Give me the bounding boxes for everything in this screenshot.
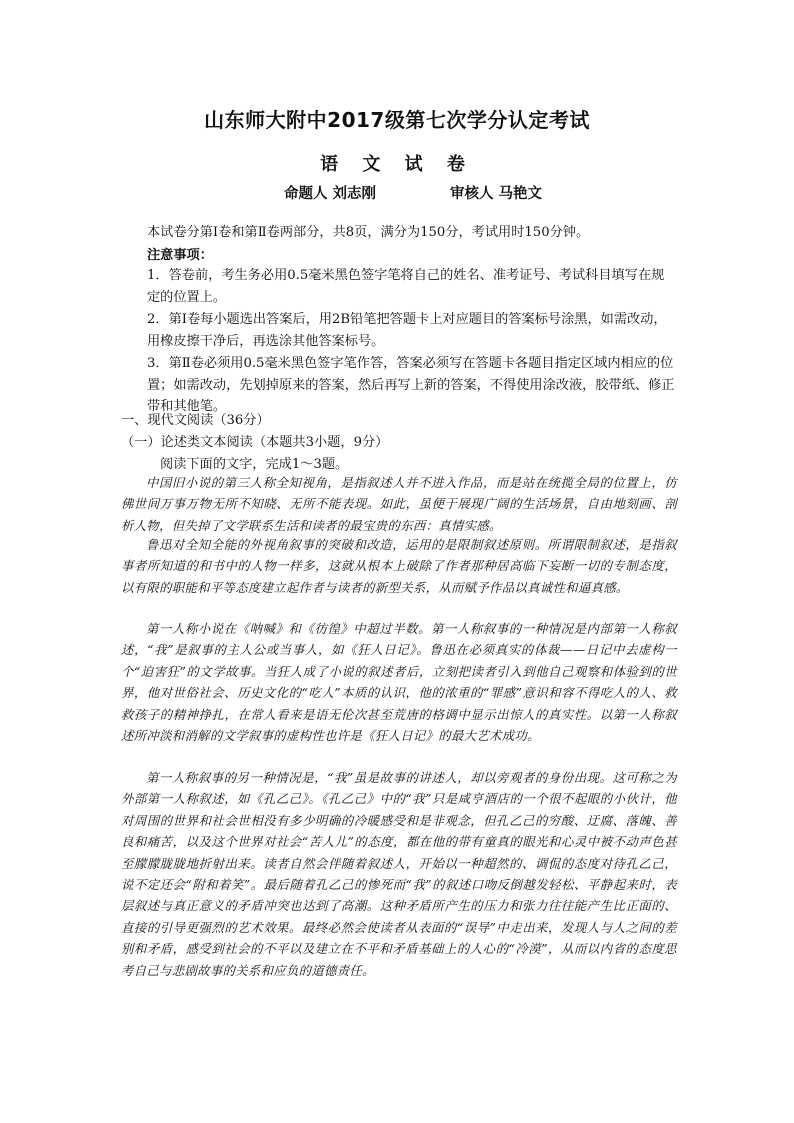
- subsection-heading: （一）论述类文本阅读（本题共3小题，9分）: [121, 435, 389, 450]
- exam-intro: 本试卷分第Ⅰ卷和第Ⅱ卷两部分，共8页，满分为150分，考试用时150分钟。: [147, 225, 590, 240]
- passage-paragraph: 鲁迅对全知全能的外视角叙事的突破和改造，运用的是限制叙述原则。所谓限制叙述，是指叙事者所知道的和书中的人物一样多，这就从根本上破除了作者那种居高临下妄断一切的专制态度，以有限的职能和平等态度建立起作者与读者的新型关系，从而赋予作品以真诚性和逼真感。: [121, 537, 677, 595]
- notice-item: 1．答卷前，考生务必用0.5毫米黑色签字笔将自己的姓名、准考证号、考试科目填写在规定的位置上。: [147, 268, 665, 305]
- passage-paragraph: 第一人称小说在《呐喊》和《彷徨》中超过半数。第一人称叙事的一种情况是内部第一人称叙述，“我”是叙事的主人公或当事人，如《狂人日记》。鲁迅在必须真实的体裁——日记中去虚构一个“迫害狂”的文学故事。当狂人成了小说的叙述者后，立刻把读者引入到他自己观察和体验到的世界，他对世俗社会、历史文化的“吃人”本质的认识，他的浓重的“罪感”意识和容不得吃人的人、救救孩子的精神挣扎，在常人看来是语无伦次甚至荒唐的格调中显示出惊人的真实性。以第一人称叙述所冲淡和消解的文学叙事的虚构性也许是《狂人日记》的最大艺术成功。: [121, 621, 677, 744]
- section-heading: 一、现代文阅读（36分）: [121, 413, 270, 428]
- notice-item: 3．第Ⅱ卷必须用0.5毫米黑色签字笔作答，答案必须写在答题卡各题目指定区域内相应的位置；如需改动，先划掉原来的答案，然后再写上新的答案，不得使用涂改液，胶带纸、修正带和其他笔。: [147, 356, 675, 414]
- notice-item: 2．第Ⅰ卷每小题选出答案后，用2B铅笔把答题卡上对应题目的答案标号涂黑，如需改动，用橡皮擦干净后，再选涂其他答案标号。: [147, 312, 667, 349]
- reading-instruction: 阅读下面的文字，完成1～3题。: [160, 457, 349, 472]
- notice-heading: 注意事项：: [147, 248, 213, 263]
- exam-title: 山东师大附中2017级第七次学分认定考试: [204, 108, 590, 132]
- passage-paragraph: 中国旧小说的第三人称全知视角，是指叙述人并不进入作品，而是站在统揽全局的位置上，仿佛世间万事万物无所不知晓、无所不能表现。如此，虽便于展现广阔的生活场景，自由地刻画、剖析人物，但失掉了文学联系生活和读者的最宝贵的东西：真情实感。: [121, 475, 677, 533]
- passage-paragraph: 第一人称叙事的另一种情况是，“我”虽是故事的讲述人，却以旁观者的身份出现。这可称之为外部第一人称叙述，如《孔乙己》。《孔乙己》中的“我”只是咸亨酒店的一个很不起眼的小伙计，他对周围的世界和社会世相没有多少明确的冷暖感受和是非观念，但孔乙己的穷酸、迂腐、落魄、善良和痛苦，以及这个世界对社会“苦人儿”的态度，都在他的带有童真的眼光和心灵中被不动声色甚至朦朦胧胧地折射出来。读者自然会伴随着叙述人，开始以一种超然的、调侃的态度对待孔乙己，说不定还会“附和着笑”。最后随着孔乙己的惨死而“我”的叙述口吻反倒越发轻松、平静起来时，表层叙述与真正意义的矛盾冲突也达到了高潮。这种矛盾所产生的压力和张力往往能产生比正面的、直接的引导更强烈的艺术效果。最终必然会使读者从表面的“误导”中走出来，发现人与人之间的差别和矛盾，感受到社会的不平以及建立在不平和矛盾基础上的人心的“冷漠”，从而以内省的态度思考自己与悲剧故事的关系和应负的道德责任。: [121, 770, 677, 978]
- exam-subtitle: 语 文 试 卷: [320, 154, 474, 175]
- reviewer-line: 审核人 马艳文: [450, 186, 543, 202]
- author-line: 命题人 刘志刚: [284, 186, 377, 202]
